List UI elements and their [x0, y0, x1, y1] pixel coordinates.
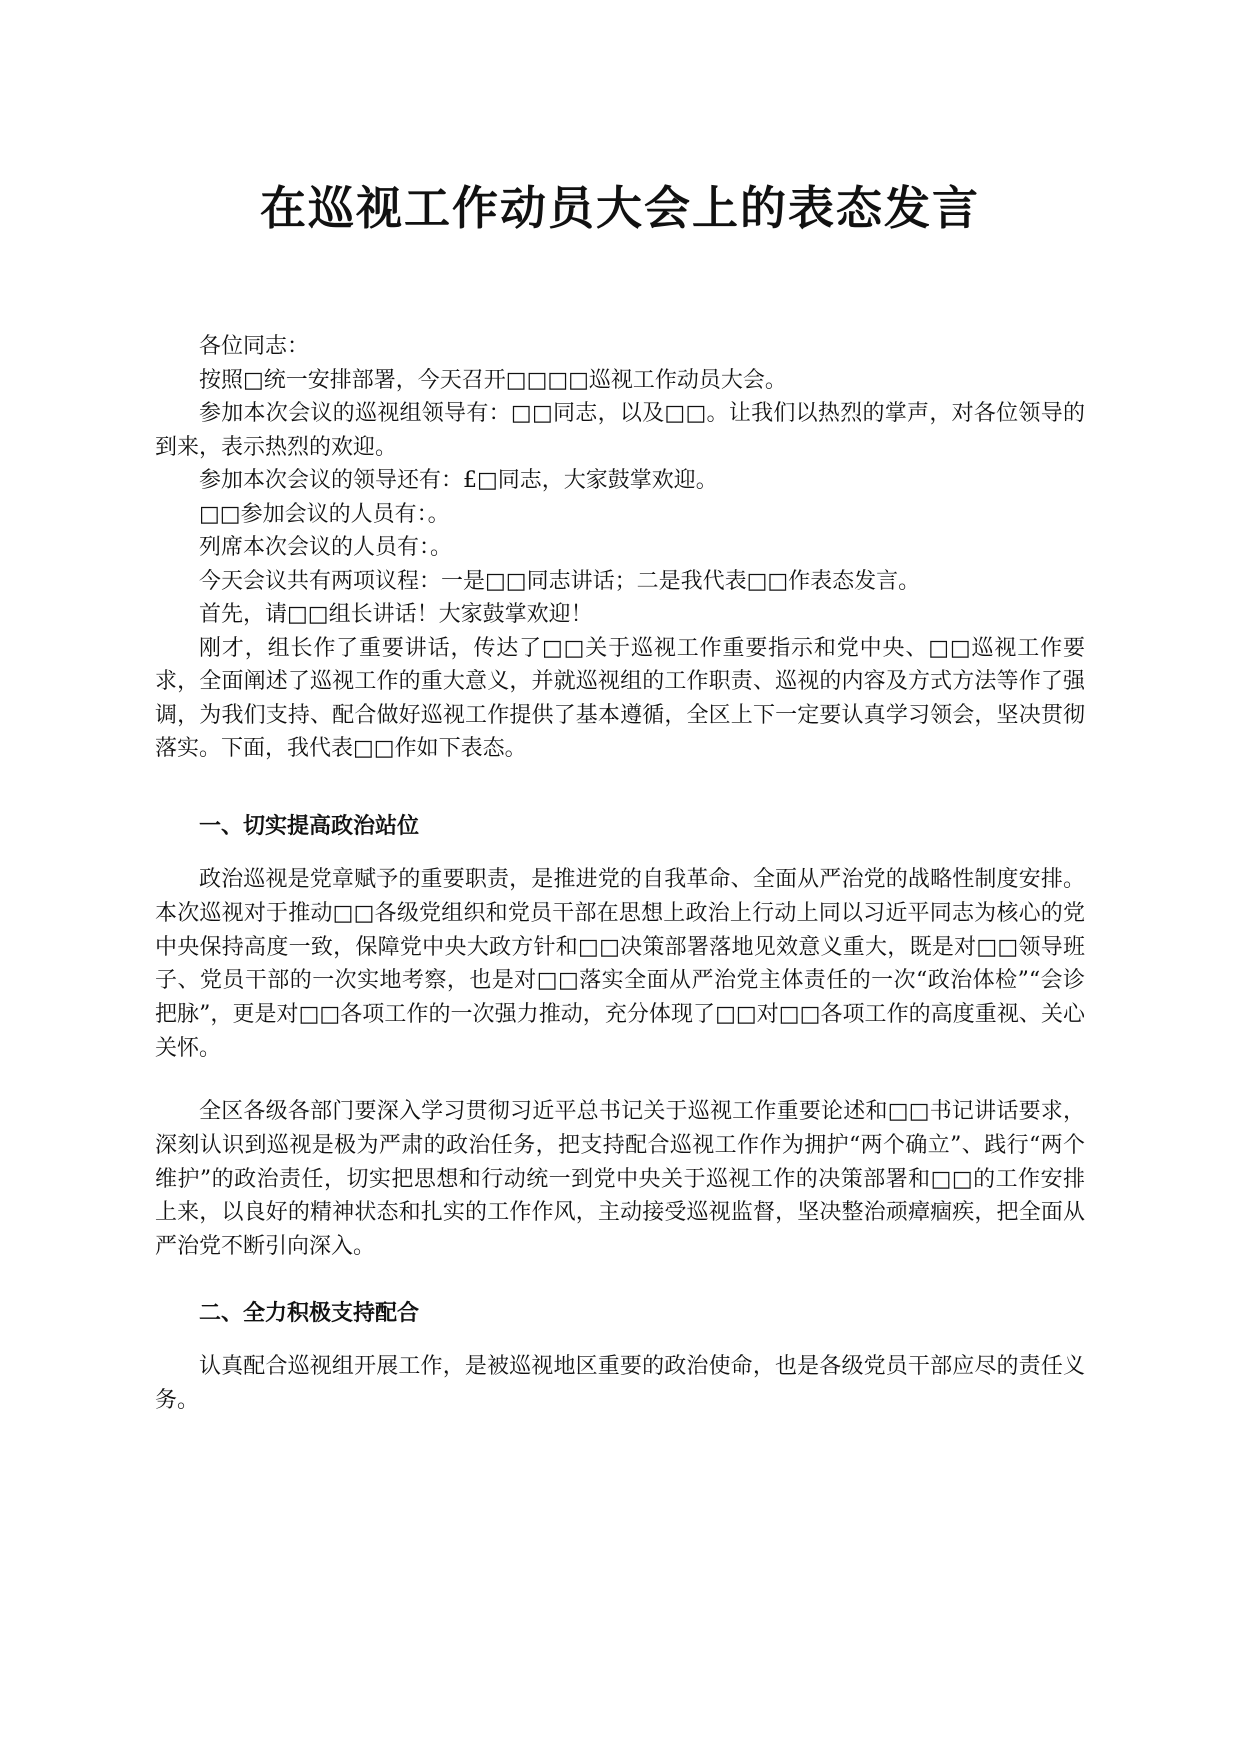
- intro-paragraph: 今天会议共有两项议程：一是□□同志讲话；二是我代表□□作表态发言。: [199, 568, 921, 594]
- section-2-paragraph: 认真配合巡视组开展工作，是被巡视地区重要的政治使命，也是各级党员干部应尽的责任义务。: [155, 1354, 1085, 1413]
- intro-paragraph: 参加本次会议的领导还有：£□同志，大家鼓掌欢迎。: [199, 468, 718, 493]
- intro-paragraph: 参加本次会议的巡视组领导有：□□同志，以及□□。让我们以热烈的掌声，对各位领导的到来，表示热烈的欢迎。: [155, 401, 1085, 460]
- section-1-paragraph: 政治巡视是党章赋予的重要职责，是推进党的自我革命、全面从严治党的战略性制度安排。本次巡视对于推动□□各级党组织和党员干部在思想上政治上行动上同以习近平同志为核心的党中央保持高度一致，保障党中央大政方针和□□决策部署落地见效意义重大，既是对□□领导班子、党员干部的一次实地考察，也是对□□落实全面从严治党主体责任的一次“政治体检”“会诊把脉”，更是对□□各项工作的一次强力推动，充分体现了□□对□□各项工作的高度重视、关心关怀。: [155, 867, 1085, 1061]
- intro-block: [155, 330, 1085, 766]
- intro-paragraph: □□参加会议的人员有：。: [199, 501, 450, 527]
- section-1-heading: 一、切实提高政治站位: [199, 813, 420, 839]
- intro-paragraph: 按照□统一安排部署，今天召开□□□□巡视工作动员大会。: [199, 367, 787, 393]
- intro-paragraph: 刚才，组长作了重要讲话，传达了□□关于巡视工作重要指示和党中央、□□巡视工作要求，全面阐述了巡视工作的重大意义，并就巡视组的工作职责、巡视的内容及方式方法等作了强调，为我们支持、配合做好巡视工作提供了基本遵循，全区上下一定要认真学习领会，坚决贯彻落实。下面，我代表□□作如下表态。: [155, 635, 1085, 761]
- document-title: 在巡视工作动员大会上的表态发言: [260, 181, 980, 235]
- section-1-paragraph: 全区各级各部门要深入学习贯彻习近平总书记关于巡视工作重要论述和□□书记讲话要求，深刻认识到巡视是极为严肃的政治任务，把支持配合巡视工作作为拥护“两个确立”、践行“两个维护”的政治责任，切实把思想和行动统一到党中央关于巡视工作的决策部署和□□的工作安排上来，以良好的精神状态和扎实的工作作风，主动接受巡视监督，坚决整治顽瘴痼疾，把全面从严治党不断引向深入。: [155, 1099, 1085, 1260]
- section-2-heading: 二、全力积极支持配合: [199, 1300, 420, 1326]
- salutation: 各位同志：: [199, 334, 310, 359]
- intro-paragraph: 首先，请□□组长讲话！大家鼓掌欢迎！: [199, 602, 593, 627]
- intro-paragraph: 列席本次会议的人员有：。: [199, 535, 453, 560]
